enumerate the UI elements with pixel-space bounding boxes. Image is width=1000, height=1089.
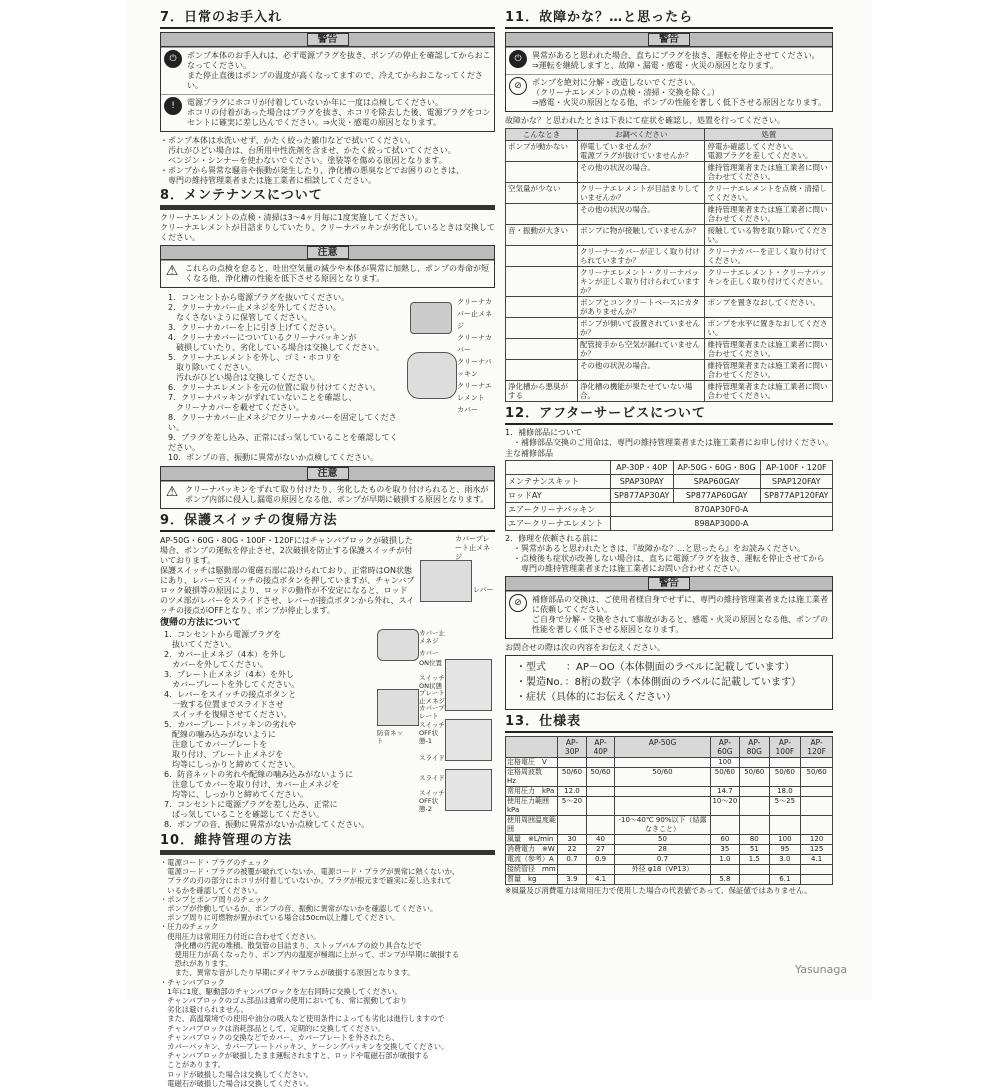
- table-cell: [615, 875, 710, 885]
- right-column: [505, 8, 833, 897]
- switch-steps-figure: [377, 629, 495, 829]
- table-cell: [506, 297, 578, 318]
- table-cell: 音・振動が大きい: [506, 225, 578, 246]
- table-cell: 51: [740, 845, 769, 855]
- figure-label: スライド: [419, 774, 445, 782]
- figure-label: クリーナパッキン: [457, 358, 492, 378]
- caution-box-8b: [160, 466, 495, 509]
- table-cell: 使用周囲温度範囲: [507, 816, 556, 833]
- table-cell: 消費電力 ※W: [506, 845, 558, 855]
- warning-text: ポンプ本体のお手入れは、必ず電源プラグを抜き、ポンプの停止を確認してからおこなってください。 また停止直後はポンプの温度が高くなってますので、冷えてからおこなってください。: [187, 51, 491, 90]
- section-9-title: 9．保護スイッチの復帰方法: [160, 513, 495, 532]
- table-header: AP-120F: [801, 737, 833, 758]
- table-cell: 維持管理業者または施工業者に問い合わせてください。: [705, 204, 833, 225]
- section-7-body: ・ポンプ本体は水洗いせず、かたく絞った雑巾などで拭いてください。 汚れがひどい場合は、台所用中性洗剤を含ませ、かたく絞って拭いてください。 ベンジン・シンナーを使わないでください。塗装等を傷める原因となります。 ・ポンプから異常な騒音や振動が発生したり、浄化槽の悪臭などでお困りのときは、 専門の維持管理業者または施工業者に相談してください。: [160, 136, 464, 185]
- table-row: [506, 845, 833, 855]
- table-cell: 3.9: [558, 875, 587, 885]
- table-cell: 125: [801, 845, 833, 855]
- table-row: [506, 875, 833, 885]
- table-cell: 維持管理業者または施工業者に問い合わせてください。: [705, 339, 833, 360]
- table-cell: ポンプが傾いて設置されていませんか？: [577, 318, 705, 339]
- table-cell: 維持管理業者または施工業者に問い合わせてください。: [705, 360, 833, 381]
- contact-intro: お問合せの際は次の内容をお伝えください。: [505, 643, 665, 652]
- caution-triangle-icon: ⚠: [165, 484, 179, 500]
- table-cell: [586, 758, 615, 768]
- table-cell: 5〜25: [769, 797, 801, 816]
- section-13-title: 13．仕様表: [505, 714, 833, 733]
- figure-label: クリーナカバー: [457, 334, 492, 354]
- table-cell: 維持管理業者または施工業者に問い合わせてください。: [705, 162, 833, 183]
- table-cell: クリーナエレメントを点検・清掃してください。: [705, 183, 833, 204]
- table-cell: [769, 865, 801, 875]
- table-row: [506, 267, 833, 297]
- table-row: [506, 246, 833, 267]
- warning-label: 警告: [648, 577, 690, 590]
- table-cell: [506, 360, 578, 381]
- section-10-title: 10．維持管理の方法: [160, 833, 495, 855]
- table-cell: [615, 787, 710, 797]
- table-cell: 6.1: [769, 875, 801, 885]
- table-row: ロッドAY SP877AP30AY SP877AP60GAY SP877AP120FAY: [506, 489, 833, 503]
- section-12-title: 12．アフターサービスについて: [505, 406, 833, 425]
- figure-label: カバー: [419, 649, 439, 657]
- warning-text: 補修部品の交換は、ご使用者様自身でせずに、専門の維持管理業者または施工業者に依頼してください。 ご自身で分解・交換をされて事故があると、感電・火災の原因となる他、ポンプの性能を著しく低下させる原因となります。: [532, 595, 828, 634]
- table-cell: 空気量が少ない: [506, 183, 578, 204]
- brand-logo: Yasunaga: [795, 963, 848, 976]
- table-cell: 40: [586, 835, 615, 845]
- section-11-intro: 故障かな？と思われたときは下表にて症状を確認し、処置を行ってください。: [505, 116, 785, 125]
- pump-open-illustration: [377, 689, 419, 726]
- table-cell: その他の状況の場合。: [577, 162, 705, 183]
- table-cell: クリーナエレメント・クリーナパッキンを正しく取り付けてください。: [705, 267, 833, 297]
- table-row: [506, 339, 833, 360]
- warning-box-11: [505, 32, 833, 112]
- figure-label: カバープレート: [419, 704, 445, 720]
- table-row: [506, 225, 833, 246]
- trouble-table: [505, 128, 833, 402]
- cover-plate-illustration: [420, 560, 472, 602]
- table-cell: [558, 865, 587, 875]
- table-cell: 0.9: [586, 855, 615, 865]
- caution-box-8: [160, 245, 495, 288]
- table-cell: クリーナカバーを正しく取り付けてください。: [705, 246, 833, 267]
- table-cell: [586, 816, 615, 835]
- table-cell: [740, 787, 769, 797]
- table-header: AP-100F: [769, 737, 801, 758]
- table-cell: [615, 797, 710, 816]
- table-cell: 100: [769, 835, 801, 845]
- table-header: お調べください: [577, 129, 705, 141]
- table-cell: ポンプを置きなおしてください。: [705, 297, 833, 318]
- table-header: [506, 737, 558, 758]
- section-9-body: AP-50G・60G・80G・100F・120Fにはチャンバブロックが破損した場合、ポンプの運転を停止させ、2次破損を防止する保護スイッチが付いております。 保護スイッチは駆動部の電磁石部に設けられており、正常時はON状態にあり、レバーでスイッチの接点ボタンを押していますが、チャンバブロック破損等の原因により、ロッドの動作が不安定になると、ロッドのツメ部がレバーをスライドさせ、レバーが接点ボタンから外れ、スイッチの接点がOFFとなり、ポンプが停止します。: [160, 536, 415, 615]
- table-header: AP-50G・60G・80G: [673, 461, 760, 475]
- figure-label: クリーナエレメント: [457, 382, 492, 402]
- warning-box-7: [160, 32, 495, 132]
- contact-info-box: [505, 655, 833, 710]
- table-row: [506, 758, 833, 768]
- table-cell: [506, 246, 578, 267]
- table-cell: クリーナーカバーが正しく取り付けられていますか？: [577, 246, 705, 267]
- section-12-sub1: 1．補修部品について ・補修部品交換のご用命は、専門の維持管理業者または施工業者にお申し付けください。: [505, 428, 833, 447]
- table-row: [506, 768, 833, 787]
- table-cell: 電流（参考）A: [506, 855, 558, 865]
- table-cell: [740, 797, 769, 816]
- table-cell: 配管接手から空気が漏れていませんか？: [577, 339, 705, 360]
- table-cell: 50/60: [710, 768, 739, 787]
- table-cell: 0.7: [558, 855, 587, 865]
- table-cell: 50/60: [586, 768, 615, 787]
- section-9-subtitle: 復帰の方法について: [160, 618, 241, 628]
- parts-table: [505, 460, 833, 531]
- spec-note: ※風量及び消費電力は常用圧力で使用した場合の代表値であって、保証値ではありません。: [505, 886, 812, 895]
- table-header: AP-60G: [710, 737, 739, 758]
- table-cell: 60: [710, 835, 739, 845]
- table-header: こんなとき: [506, 129, 578, 141]
- section-8-title: 8．メンテナンスについて: [160, 188, 495, 210]
- table-row: [506, 141, 833, 162]
- spec-table: [505, 736, 833, 885]
- table-cell: [506, 318, 578, 339]
- table-row: [506, 318, 833, 339]
- table-cell: 22: [558, 845, 587, 855]
- figure-label: スライド: [419, 754, 445, 762]
- section-9-steps: 1．コンセントから電源プラグを 抜いてください。 2．カバー止メネジ（4本）を外し カバーを外してください。 3．プレート止メネジ（4本）を外し カバープレートを外してください。 4．レバーをスイッチの接点ボタンと 一致する位置までスライドさせ スイッチを復帰させてください。 5．カバープレートパッキンの劣れや 配線の噛み込みがないように 注意してカバープレートを 取り付け、プレート止メネジを 均等にしっかりと締めてください。 6．防音ネットの劣れや配線の噛み込みがないように 注意してカバーを取り付け、カバー止メネジを 均等に、しっかりと締めてください。 7．コンセントに電源プラグを差し込み、正常に ぱっ気していることを確認してください。 8．ポンプの音、振動に異常がないか点検してください。: [164, 630, 370, 829]
- table-row: エアークリーナパッキン 870AP30F0-A: [506, 503, 833, 517]
- table-cell: 定格周波数 Hz: [506, 768, 558, 787]
- table-cell: [586, 787, 615, 797]
- section-12-sub1b: 主な補修部品: [505, 449, 553, 458]
- table-cell: [586, 797, 615, 816]
- table-cell: 5〜20: [558, 797, 587, 816]
- table-cell: ポンプに物が接触していませんか？: [577, 225, 705, 246]
- table-cell: [801, 816, 833, 835]
- table-cell: 浄化槽から悪臭がする: [506, 381, 578, 402]
- pump-cover-illustration: [377, 629, 419, 661]
- table-cell: 5.8: [710, 875, 739, 885]
- table-cell: 50/60: [801, 768, 833, 787]
- figure-label: スイッチON状態: [419, 674, 445, 690]
- table-header: AP-30P・40P: [610, 461, 673, 475]
- unplug-icon: ⏻: [509, 50, 527, 68]
- table-row: [506, 162, 833, 183]
- warning-text: ポンプを絶対に分解・改造しないでください。 （クリーナエレメントの点検・清掃・交換を除く。） ⇒感電・火災の原因となる他、ポンプの性能を著しく低下させる原因となります。: [532, 78, 827, 107]
- table-cell: 3.0: [769, 855, 801, 865]
- warning-text: 電源プラグにホコリが付着していないか年に一度は点検してください。 ホコリの付着があった場合はプラグを抜き、ホコリを除去した後、電源プラグをコンセントに確実に差し込んでください。⇒火災・感電の原因となります。: [187, 98, 491, 127]
- table-cell: [740, 865, 769, 875]
- caution-label: 注意: [307, 467, 349, 480]
- figure-label: カバー: [457, 406, 478, 414]
- table-cell: 12.0: [558, 787, 587, 797]
- table-cell: ポンプを水平に置きなおしてください。: [705, 318, 833, 339]
- table-cell: 4.1: [586, 875, 615, 885]
- table-cell: 30: [558, 835, 587, 845]
- table-cell: 質量 kg: [506, 875, 558, 885]
- section-10-body: ・電源コード・プラグのチェック 電源コード・プラグの被覆が破れていないか、電源コード・プラグが異常に熱くないか、 プラグの刃の部分にホコリが付着していないか、プラグが根元まで確実に差し込まれて いるかを確認してください。 ・ポンプとポンプ周りのチェック ポンプが作動しているか、ポンプの音、振動に異常がないかを確認してください。 ポンプ周りに可燃物が置かれている場合は50cm以上離してください。 ・圧力のチェック 使用圧力は常用圧力付近に合わせてください。 浄化槽の汚泥の堆積、散気管の目詰まり、ストップバルブの絞り具合などで 使用圧力が高くなったり、ポンプ内の温度が極端に上がって、ポンプが早期に破損する 恐れがあります。 また、異常な音がしたり早期にダイヤフラムが破損する原因となります。 ・チャンバブロック 1年に1度、駆動部のチャンバブロックを左右同時に交換してください。 チャンバブロックのゴム部品は通常の使用においても、常に振動しており 劣化は避けられません。 また、高温環境での使用や油分の吸入など使用条件によっても劣化は進行しますので チャンバブロックは消耗部品として、定期的に交換してください。 チャンバブロックの交換などでカバー、カバープレートを外されたら、 カバーパッキン、カバープレートパッキン、ケーシングパッキンを交換してください。 チャンバブロックが破損したまま運転されますと、ロッドや電磁石部が破損する ことがあります。 ロッドが破損した場合は交換してください。 電磁石が破損した場合は交換してください。: [160, 858, 460, 1088]
- table-cell: クリーナエレメント・クリーナパッキンが正しく取り付けられていますか？: [577, 267, 705, 297]
- info-model: ・型式 ：AP－OO（本体側面のラベルに記載しています）: [516, 662, 795, 673]
- table-cell: 50/60: [558, 768, 587, 787]
- table-cell: [506, 267, 578, 297]
- caution-text: これらの点検を怠ると、吐出空気量の減少や本体が異常に加熱し、ポンプの寿命が短くなる他、浄化槽の性能を低下させる原因となります。: [185, 264, 489, 283]
- table-row: [506, 297, 833, 318]
- table-header: AP-100F・120F: [760, 461, 832, 475]
- table-cell: 14.7: [710, 787, 739, 797]
- table-header: AP-30P: [558, 737, 587, 758]
- switch-on-illustration: [445, 659, 492, 711]
- section-11-title: 11．故障かな？…と思ったら: [505, 10, 833, 29]
- table-cell: [801, 865, 833, 875]
- caution-text: クリーナパッキンをずれて取り付けたり、劣化したものを取り付けられると、雨水がポンプ内部に侵入し漏電の原因となる他、ポンプが早期に破損する原因となります。: [185, 485, 489, 504]
- table-cell: [740, 816, 769, 835]
- table-cell: -10〜40℃ 90%以下（結露なきこと）: [615, 816, 710, 835]
- table-row: [506, 855, 833, 865]
- table-cell: 1.0: [710, 855, 739, 865]
- table-cell: 120: [801, 835, 833, 845]
- table-row: [506, 816, 833, 835]
- table-cell: 停電していませんか？ 電源プラグが抜けていませんか？: [577, 141, 705, 162]
- table-row: エアークリーナエレメント 898AP3000-A: [506, 517, 833, 531]
- table-cell: 浄化槽の機能が果たせていない場合。: [577, 381, 705, 402]
- table-cell: [506, 162, 578, 183]
- warning-label: 警告: [307, 33, 349, 46]
- table-cell: 常用圧力 kPa: [506, 787, 558, 797]
- pump-body-illustration: [407, 352, 457, 399]
- figure-label: ON位置: [419, 659, 442, 667]
- figure-label: 防音ネット: [377, 729, 403, 745]
- table-cell: 0.7: [615, 855, 710, 865]
- figure-label: カバープレート止メネジ: [455, 535, 490, 561]
- table-cell: [586, 865, 615, 875]
- section-8-steps: 1．コンセントから電源プラグを抜いてください。 2．クリーナカバー止メネジを外してください。 なくさないように保管してください。 3．クリーナカバーを上に引き上げてください。 4．クリーナカバーについているクリーナパッキンが 破損していたり、劣化している場合は交換してください。 5．クリーナエレメントを外し、ゴミ・ホコリを 取り除いてください。 汚れがひどい場合は交換してください。 6．クリーナエレメントを元の位置に取り付けてください。 7．クリーナパッキンがずれていないことを確認し、 クリーナカバーを載せてください。 8．クリーナカバー止メネジでクリーナカバーを固定してください。 9．プラグを差し込み、正常にぱっ気していることを確認してください。 10．ポンプの音、振動に異常がないか点検してください。: [168, 293, 398, 462]
- section-12-sub2: 2．修理を依頼される前に ・異常があると思われたときは、『故障かな？…と思ったら』をお読みください。 ・点検後も症状が改善しない場合は、直ちに電源プラグを抜き、運転を停止させてから 専門の維持管理業者または施工業者にお問い合わせください。: [505, 534, 825, 573]
- table-cell: [558, 816, 587, 835]
- warning-text: 異常があると思われた場合、直ちにプラグを抜き、運転を停止させてください。 ⇒運転を継続しますと、故障・漏電・感電・火災の原因となります。: [532, 51, 820, 70]
- cleaner-figure: [405, 292, 495, 412]
- figure-label: クリーナカバー止メネジ: [457, 298, 492, 330]
- table-cell: [740, 758, 769, 768]
- table-cell: 定格電圧 V: [506, 758, 558, 768]
- figure-label: カバー止メネジ: [419, 629, 445, 645]
- table-cell: 風量 ※L/min: [506, 835, 558, 845]
- table-row: メンテナンスキット SPAP30PAY SPAP60GAY SPAP120FAY: [506, 475, 833, 489]
- table-row: [506, 360, 833, 381]
- table-cell: 1.5: [740, 855, 769, 865]
- table-row: [506, 787, 833, 797]
- table-cell: 95: [769, 845, 801, 855]
- table-cell: 50/60: [740, 768, 769, 787]
- table-cell: [506, 204, 578, 225]
- table-cell: 35: [710, 845, 739, 855]
- table-cell: 停電か確認してください。 電源プラグを差してください。: [705, 141, 833, 162]
- table-row: [506, 865, 833, 875]
- figure-label: レバー: [473, 586, 494, 594]
- switch-figure: [415, 535, 495, 605]
- info-serial: ・製造No．：8桁の数字（本体側面のラベルに記載しています）: [516, 677, 801, 688]
- switch-off1-illustration: [445, 719, 492, 761]
- info-symptom: ・症状（具体的にお伝えください）: [516, 692, 676, 703]
- prohibited-icon: ⊘: [509, 594, 527, 612]
- caution-label: 注意: [307, 246, 349, 259]
- table-cell: 50/60: [615, 768, 710, 787]
- table-cell: 外径 φ18（VP13）: [615, 865, 710, 875]
- table-cell: 80: [740, 835, 769, 845]
- table-cell: [769, 758, 801, 768]
- table-header: [506, 461, 611, 475]
- section-8-body: クリーナエレメントの点検・清掃は3〜4ヶ月毎に1度実施してください。 クリーナエレメントが目詰まりしていたり、クリーナパッキンが劣化しているときは交換してください。: [160, 213, 495, 242]
- table-cell: [506, 339, 578, 360]
- table-row: [506, 381, 833, 402]
- table-cell: [801, 758, 833, 768]
- table-cell: [769, 816, 801, 835]
- table-cell: [801, 875, 833, 885]
- table-cell: 接触している物を取り除いてください。: [705, 225, 833, 246]
- table-cell: 接続管径 mm: [506, 865, 558, 875]
- table-header: AP-40P: [586, 737, 615, 758]
- warning-label: 警告: [648, 33, 690, 46]
- table-cell: [801, 787, 833, 797]
- figure-label: スイッチOFF状態-1: [419, 721, 445, 745]
- table-cell: [710, 816, 739, 835]
- unplug-icon: ⏻: [164, 50, 182, 68]
- table-cell: ポンプとコンクリートベースにカタがありませんか？: [577, 297, 705, 318]
- switch-off2-illustration: [445, 769, 492, 811]
- table-cell: ポンプが動かない: [506, 141, 578, 162]
- table-cell: クリーナエレメントが目詰まりしていませんか？: [577, 183, 705, 204]
- warning-box-12: [505, 576, 833, 639]
- table-cell: [710, 865, 739, 875]
- prohibited-icon: ⊘: [509, 77, 527, 95]
- table-header: AP-50G: [615, 737, 710, 758]
- table-cell: [740, 875, 769, 885]
- table-row: [506, 183, 833, 204]
- table-header: AP-80G: [740, 737, 769, 758]
- table-cell: 100: [710, 758, 739, 768]
- cleaner-figure-labels: [457, 296, 495, 416]
- table-row: [506, 797, 833, 816]
- table-header: 処置: [705, 129, 833, 141]
- table-cell: その他の状況の場合。: [577, 360, 705, 381]
- table-cell: 4.1: [801, 855, 833, 865]
- figure-label: プレート止メネジ: [419, 689, 445, 705]
- cleaner-cover-illustration: [410, 302, 452, 334]
- figure-label: スイッチOFF状態-2: [419, 789, 445, 813]
- table-cell: 50/60: [769, 768, 801, 787]
- table-cell: 28: [615, 845, 710, 855]
- table-cell: 10〜20: [710, 797, 739, 816]
- table-cell: [558, 758, 587, 768]
- table-cell: 使用圧力範囲 kPa: [507, 797, 556, 814]
- section-7-title: 7．日常のお手入れ: [160, 10, 495, 29]
- table-cell: 18.0: [769, 787, 801, 797]
- caution-triangle-icon: ⚠: [165, 263, 179, 279]
- table-cell: [615, 758, 710, 768]
- table-cell: その他の状況の場合。: [577, 204, 705, 225]
- plug-dust-icon: !: [164, 97, 182, 115]
- table-row: [506, 204, 833, 225]
- table-cell: 維持管理業者または施工業者に問い合わせてください。: [705, 381, 833, 402]
- table-row: [506, 835, 833, 845]
- left-column: [160, 8, 495, 1089]
- table-cell: 27: [586, 845, 615, 855]
- table-cell: 50: [615, 835, 710, 845]
- table-cell: [801, 797, 833, 816]
